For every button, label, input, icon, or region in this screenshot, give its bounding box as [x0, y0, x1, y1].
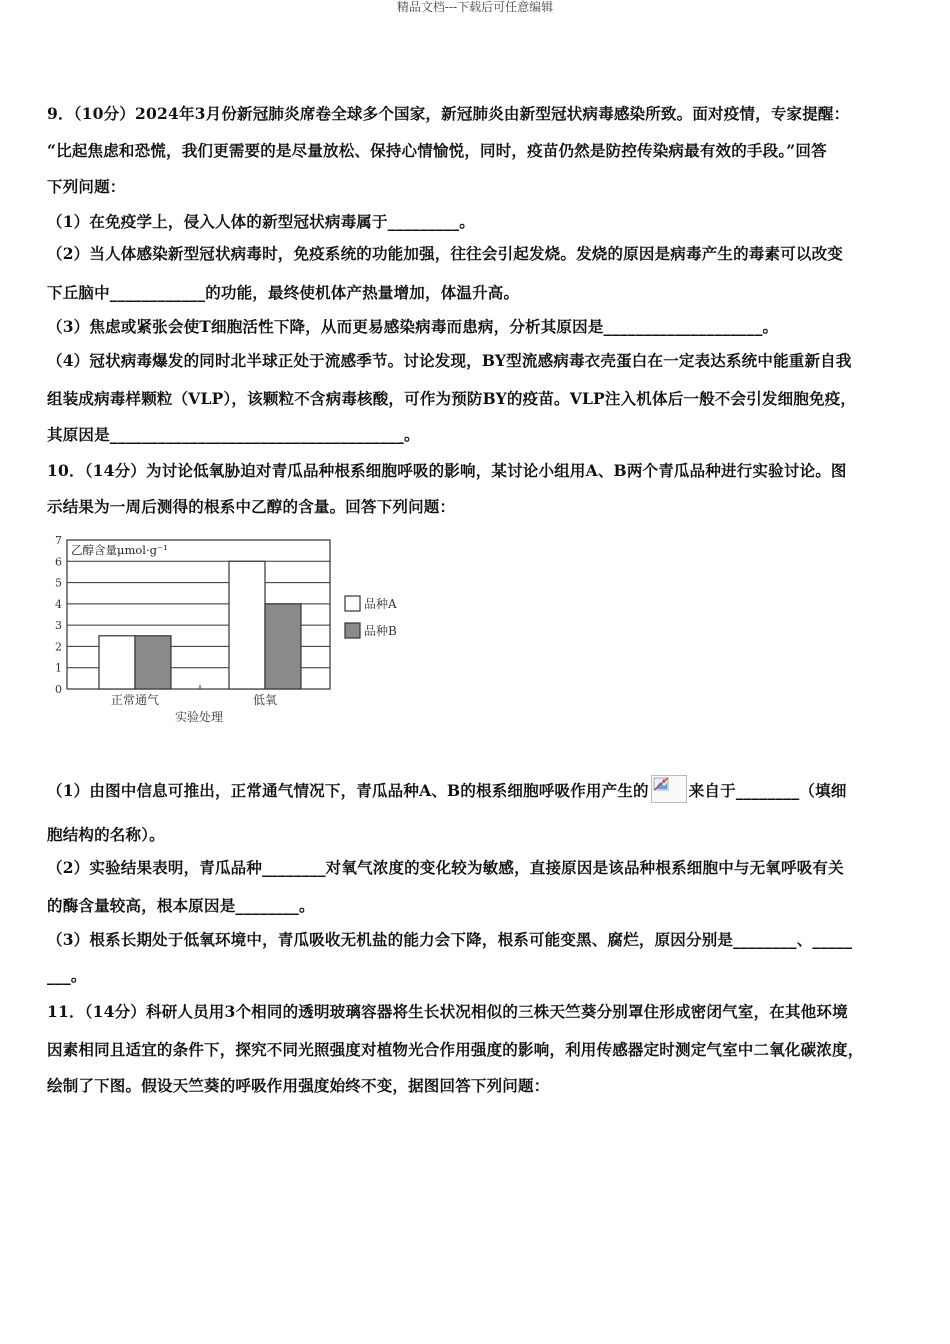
q11-line-1: 11．（14分）科研人员用3个相同的透明玻璃容器将生长状况相似的三株天竺葵分别罩住形成密闭气室，在其他环境: [47, 1002, 848, 1021]
y-tick-label: 2: [55, 640, 62, 654]
chart-svg: [47, 528, 427, 733]
y-tick-label: 0: [55, 683, 62, 696]
y-tick-label: 4: [55, 597, 62, 611]
q10-line-7: （3）根系长期处于低氧环境中，青瓜吸收无机盐的能力会下降，根系可能变黑、腐烂，原因分别是________、_____: [47, 930, 853, 949]
q9-line-4: （1）在免疫学上，侵入人体的新型冠状病毒属于_________。: [47, 212, 475, 231]
q10-line-3b: 来自于________（填细: [688, 781, 847, 800]
q10-line-3a: （1）由图中信息可推出，正常通气情况下，青瓜品种A、B的根系细胞呼吸作用产生的: [47, 781, 649, 800]
bar-b: [265, 604, 301, 689]
y-tick-label: 1: [55, 661, 62, 675]
q10-line-3: [47, 775, 917, 803]
q9-line-10: 其原因是_____________________________________。: [47, 425, 420, 444]
y-tick-label: 6: [55, 555, 62, 569]
bar-a: [229, 561, 265, 689]
q10-line-6: 的酶含量较高，根本原因是________。: [47, 896, 315, 915]
q9-line-3: 下列问题：: [47, 177, 126, 196]
chart-title: 乙醇含量μmol·g⁻¹: [71, 543, 168, 557]
y-tick-label: 7: [55, 534, 62, 547]
q9-line-9: 组装成病毒样颗粒（VLP），该颗粒不含病毒核酸，可作为预防BY的疫苗。VLP注入机体后一般不会引发细胞免疫，: [47, 389, 857, 408]
q11-line-3: 绘制了下图。假设天竺葵的呼吸作用强度始终不变，据图回答下列问题：: [47, 1076, 550, 1095]
legend-label-b: 品种B: [364, 624, 397, 638]
q10-line-1: 10．（14分）为讨论低氧胁迫对青瓜品种根系细胞呼吸的影响，某讨论小组用A、B两个青瓜品种进行实验讨论。图: [47, 461, 847, 480]
broken-image-icon: [651, 775, 687, 803]
q9-line-1: 9．（10分）2024年3月份新冠肺炎席卷全球多个国家，新冠肺炎由新型冠状病毒感染所致。面对疫情，专家提醒：: [47, 104, 850, 123]
y-tick-label: 5: [55, 576, 62, 590]
ethanol-bar-chart: [47, 528, 427, 733]
q9-line-7: （3）焦虑或紧张会使T细胞活性下降，从而更易感染病毒而患病，分析其原因是____________________。: [47, 317, 779, 336]
legend-label-a: 品种A: [364, 597, 397, 611]
bar-b: [135, 636, 171, 689]
x-tick-label: 正常通气: [110, 693, 160, 707]
q9-line-8: （4）冠状病毒爆发的同时北半球正处于流感季节。讨论发现，BY型流感病毒衣壳蛋白在一定表达系统中能重新自我: [47, 351, 852, 370]
q10-line-5: （2）实验结果表明，青瓜品种________对氧气浓度的变化较为敏感，直接原因是该品种根系细胞中与无氧呼吸有关: [47, 858, 844, 877]
q9-line-6: 下丘脑中____________的功能，最终使机体产热量增加，体温升高。: [47, 283, 520, 302]
q9-line-5: （2）当人体感染新型冠状病毒时，免疫系统的功能加强，往往会引起发烧。发烧的原因是病毒产生的毒素可以改变: [47, 244, 843, 263]
q10-line-2: 示结果为一周后测得的根系中乙醇的含量。回答下列问题：: [47, 497, 456, 516]
page-header: 精品文档---下载后可任意编辑: [396, 0, 554, 14]
q11-line-2: 因素相同且适宜的条件下，探究不同光照强度对植物光合作用强度的影响，利用传感器定时测定气室中二氧化碳浓度，: [47, 1040, 864, 1059]
x-axis-label: 实验处理: [174, 710, 224, 724]
legend-swatch-b: [345, 623, 360, 638]
bar-a: [99, 636, 135, 689]
q10-line-8: ___。: [47, 966, 87, 985]
legend-swatch-a: [345, 596, 360, 611]
q9-line-2: “比起焦虑和恐慌，我们更需要的是尽量放松、保持心情愉悦，同时，疫苗仍然是防控传染病最有效的手段。”回答: [47, 141, 827, 160]
y-tick-label: 3: [55, 619, 62, 633]
x-tick-label: 低氧: [252, 693, 278, 707]
q10-line-4: 胞结构的名称）。: [47, 825, 165, 844]
